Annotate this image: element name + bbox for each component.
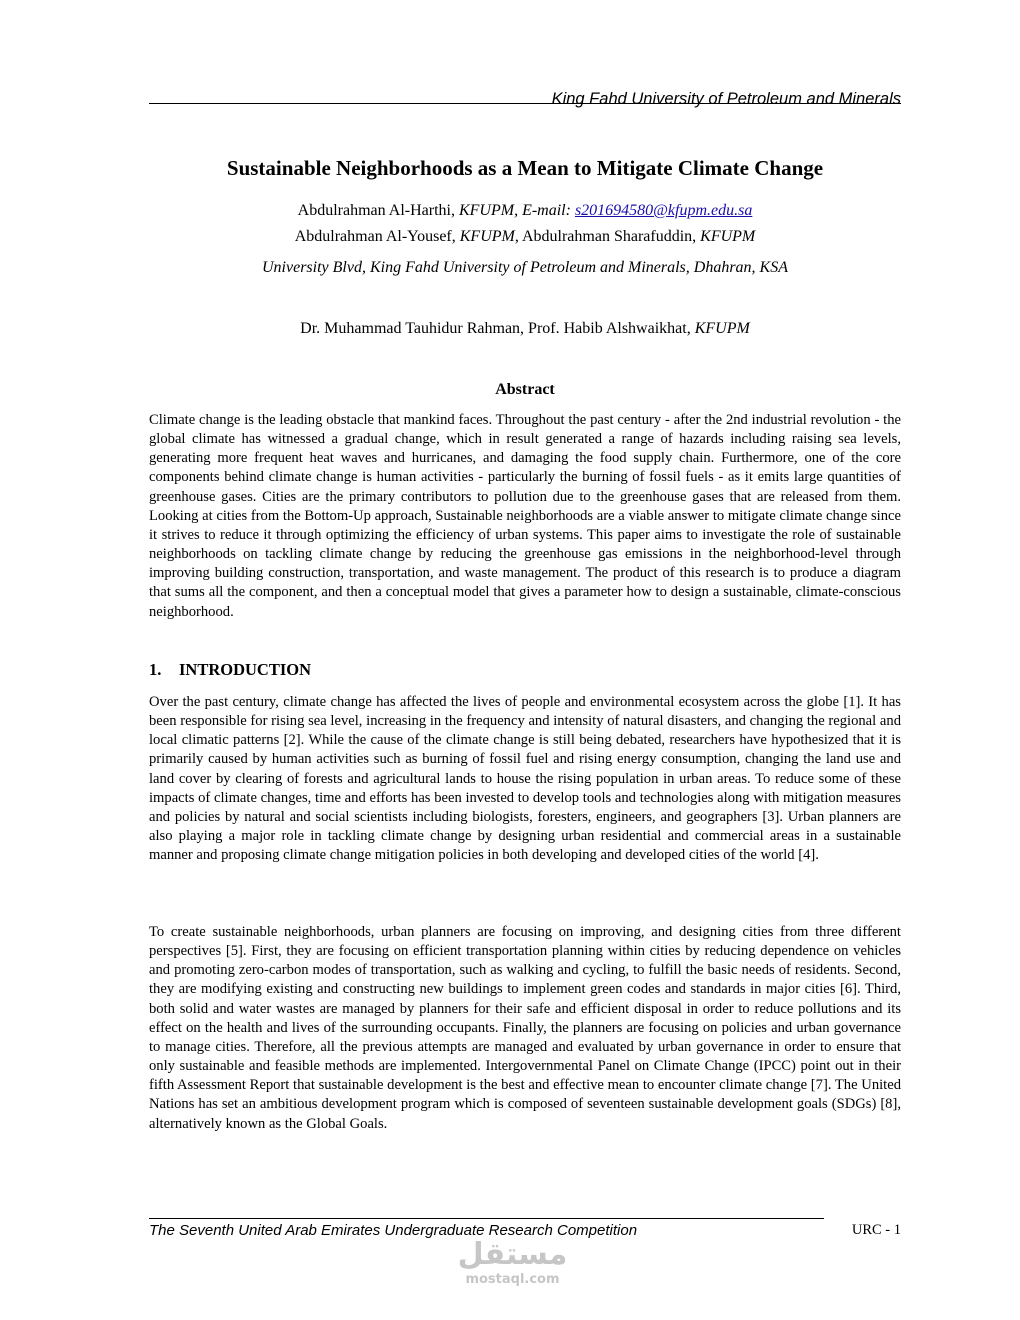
section-number: 1. (149, 660, 162, 679)
header-rule (149, 103, 901, 104)
author-name: Abdulrahman Al-Yousef, (294, 228, 460, 245)
page-number: URC - 1 (851, 1222, 901, 1238)
watermark-logo (450, 1238, 575, 1288)
footer-rule (149, 1218, 824, 1219)
section-heading (149, 660, 901, 680)
paper-title: Sustainable Neighborhoods as a Mean to Mitigate Climate Change (226, 156, 824, 180)
watermark-arabic: مستقل (457, 1237, 568, 1272)
author-line-2 (149, 228, 901, 246)
author-affiliation: KFUPM (700, 228, 756, 245)
author-address: University Blvd, King Fahd University of Petroleum and Minerals, Dhahran, KSA (261, 259, 788, 276)
author-line-1 (149, 202, 901, 220)
abstract-text: Climate change is the leading obstacle that mankind faces. Throughout the past century - after the 2nd industrial revolution - the global climate has witnessed a gradual change, which in result generated a range of hazards including raising sea levels, generating more frequent heat waves and hurricanes, and damaging the food supply chain. Furthermore, one of the core components behind climate change is human activities - particularly the burning of fossil fuels - as it emits large quantities of greenhouse gases. Cities are the primary contributors to pollution due to the greenhouse gases that are released from them. Looking at cities from the Bottom-Up approach, Sustainable neighborhoods are a viable answer to mitigate climate change since it strives to reduce it through optimizing the efficiency of urban systems. This paper aims to investigate the role of sustainable neighborhoods on tackling climate change by reducing the greenhouse gas emissions in the neighborhood-level through improving building construction, transportation, and waste management. The product of this research is to produce a diagram that sums all the component, and then a conceptual model that gives a parameter how to design a sustainable, climate-conscious neighborhood. (149, 412, 901, 620)
author-name: Dr. Muhammad Tauhidur Rahman, Prof. Habib Alshwaikhat, (300, 320, 695, 337)
author-affiliation: KFUPM (694, 320, 750, 337)
footer-competition: The Seventh United Arab Emirates Undergraduate Research Competition (149, 1222, 638, 1239)
running-header: King Fahd University of Petroleum and Minerals (551, 90, 901, 108)
abstract-heading: Abstract (495, 381, 555, 398)
author-name: Abdulrahman Al-Harthi, (297, 202, 459, 219)
body-paragraph: Over the past century, climate change has affected the lives of people and environmental ecosystem across the globe [1]. It has been responsible for rising sea level, increasing in the frequency and intensity of natural disasters, and changing the regional and local climatic patterns [2]. While the cause of the climate change is still being debated, researchers have hypothesized that it is primarily caused by human activities such as burning of fossil fuel and rising energy consumption, changing the land use and land cover by clearing of forests and agricultural lands to house the rising population in urban areas. To reduce some of these impacts of climate changes, time and efforts has been invested to develop tools and technologies along with mitigation measures and policies by natural and social scientists including biologists, foresters, engineers, and geographers [3]. Urban planners are also playing a major role in tackling climate change by designing urban residential and commercial areas in a sustainable manner and proposing climate change mitigation policies in both developing and developed cities of the world [4]. (149, 694, 901, 864)
author-affiliation: KFUPM (459, 228, 515, 245)
author-line-4 (149, 320, 901, 338)
author-name: , Abdulrahman Sharafuddin, (514, 228, 701, 245)
author-email-link[interactable]: s201694580@kfupm.edu.sa (574, 202, 753, 219)
watermark-latin: mostaql.com (465, 1272, 560, 1287)
body-paragraph: To create sustainable neighborhoods, urban planners are focusing on improving, and designing cities from three different perspectives [5]. First, they are focusing on efficient transportation planning within cities by reducing dependence on vehicles and promoting zero-carbon modes of transportation, such as walking and cycling, to fulfill the basic needs of residents. Second, they are modifying existing and constructing new buildings to implement green codes and standards in major cities [6]. Third, both solid and water wastes are managed by planners for their safe and efficient disposal in order to reduce pollutions and its effect on the health and lives of the surrounding occupants. Finally, the planners are focusing on policies and urban governance to manage cities. Therefore, all the previous attempts are managed and evaluated by urban governance in order to ensure that only sustainable and feasible methods are implemented. Intergovernmental Panel on Climate Change (IPCC) point out in their fifth Assessment Report that sustainable development is the best and effective mean to encounter climate change [7]. The United Nations has set an ambitious development program which is composed of seventeen sustainable development goals (SDGs) [8], alternatively known as the Global Goals. (149, 924, 901, 1132)
author-affiliation: KFUPM, E-mail: (458, 202, 575, 219)
section-title: INTRODUCTION (179, 660, 312, 679)
